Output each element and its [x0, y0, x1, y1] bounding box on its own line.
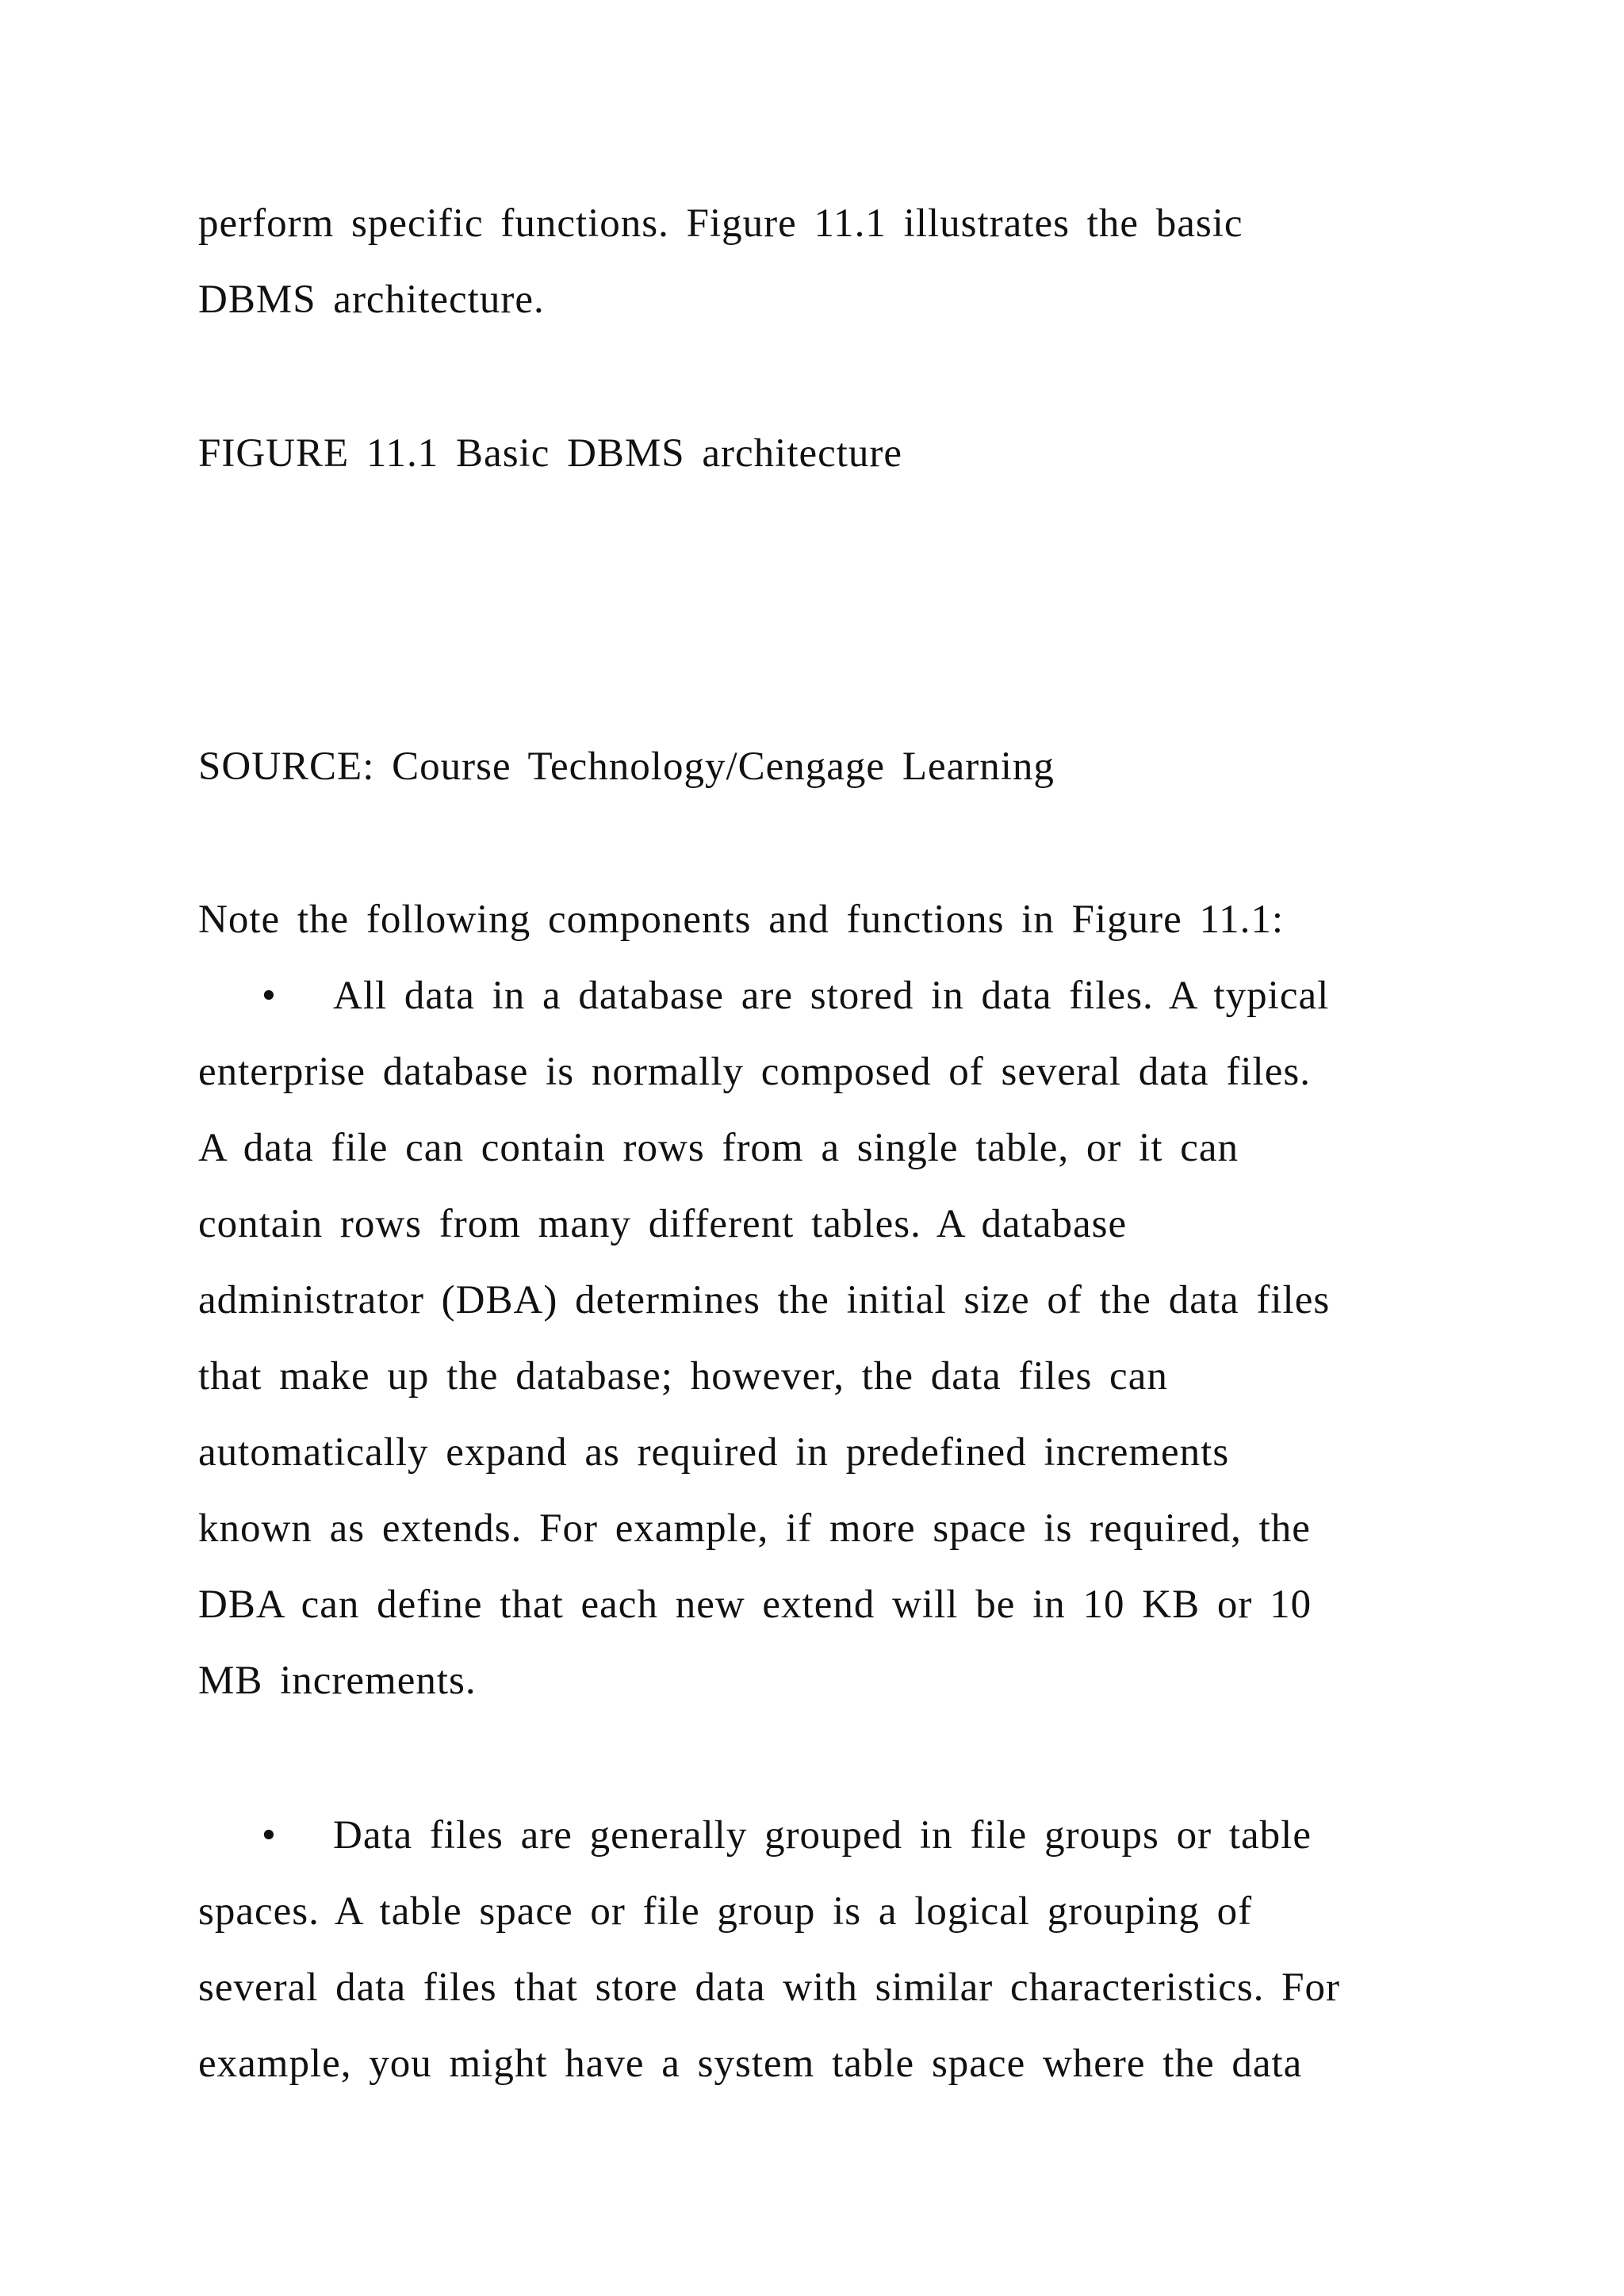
- bullet-1-line-8: known as extends. For example, if more space is required, the: [198, 1506, 1311, 1551]
- note-lead: Note the following components and functions in Figure 11.1:: [198, 897, 1285, 942]
- bullet-1-line-2: enterprise database is normally composed of several data files.: [198, 1050, 1311, 1094]
- bullet-1-line-9: DBA can define that each new extend will be in 10 KB or 10: [198, 1582, 1312, 1627]
- bullet-symbol: •: [262, 1813, 276, 1858]
- bullet-symbol: •: [262, 974, 276, 1018]
- bullet-1-first-line: All data in a database are stored in data files. A typical: [333, 974, 1330, 1018]
- bullet-1-line-6: that make up the database; however, the data files can: [198, 1354, 1168, 1399]
- bullet-1-line-4: contain rows from many different tables. A database: [198, 1202, 1128, 1246]
- intro-line-1: perform specific functions. Figure 11.1 illustrates the basic: [198, 201, 1243, 246]
- bullet-1-line-5: administrator (DBA) determines the initial size of the data files: [198, 1278, 1331, 1322]
- figure-source: SOURCE: Course Technology/Cengage Learning: [198, 744, 1055, 789]
- bullet-2-line-4: example, you might have a system table space where the data: [198, 2042, 1303, 2086]
- figure-caption: FIGURE 11.1 Basic DBMS architecture: [198, 431, 903, 476]
- bullet-1-line-10: MB increments.: [198, 1659, 477, 1703]
- bullet-2-line-2: spaces. A table space or file group is a logical grouping of: [198, 1889, 1253, 1934]
- bullet-1-line-7: automatically expand as required in predefined increments: [198, 1430, 1230, 1475]
- intro-line-2: DBMS architecture.: [198, 277, 545, 322]
- bullet-2-first-line: Data files are generally grouped in file groups or table: [333, 1813, 1312, 1858]
- bullet-2-line-3: several data files that store data with similar characteristics. For: [198, 1965, 1341, 2010]
- bullet-1-line-3: A data file can contain rows from a single table, or it can: [198, 1126, 1239, 1170]
